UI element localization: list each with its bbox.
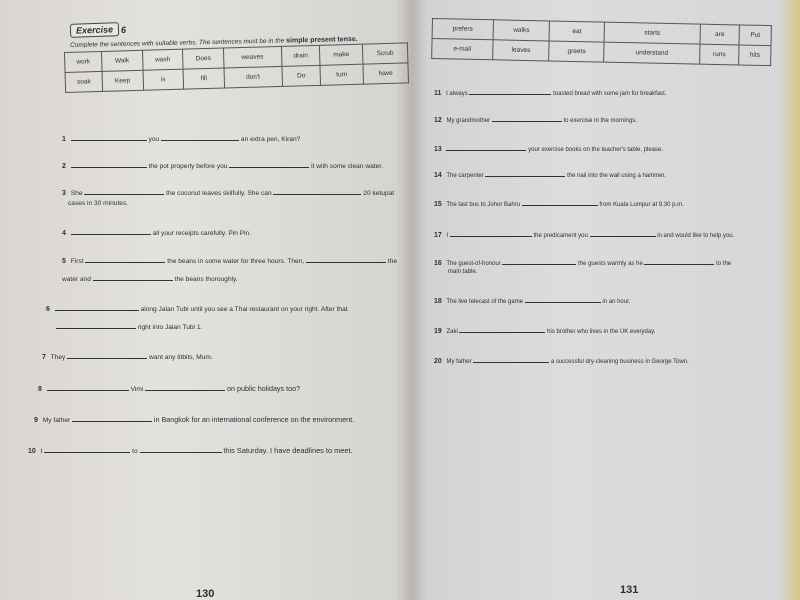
item-text: on public holidays too? — [226, 384, 301, 393]
item-text: your exercise books on the teacher's table, please. — [528, 147, 664, 153]
answer-blank[interactable] — [71, 161, 147, 168]
word-cell: don't — [224, 66, 282, 88]
item-text: you — [148, 136, 160, 143]
exercise-item-12 — [434, 115, 637, 124]
word-cell: runs — [700, 44, 739, 65]
item-text: a successful dry-cleaning business in George Town. — [550, 359, 689, 365]
item-text: right into Jalan Tubi 1. — [137, 324, 203, 331]
word-cell: Scrub — [362, 43, 408, 64]
word-cell: is — [143, 69, 184, 90]
word-cell: Does — [183, 48, 224, 69]
item-text: the beans thoroughly. — [174, 276, 238, 283]
item-text: They — [50, 354, 66, 361]
item-number: 3 — [62, 190, 66, 197]
item-text: cases in 30 minutes. — [68, 200, 129, 207]
item-number: 9 — [34, 417, 38, 424]
item-number: 13 — [434, 146, 442, 153]
answer-blank[interactable] — [273, 188, 361, 195]
item-number: 18 — [434, 298, 442, 305]
word-cell: walks — [493, 20, 550, 41]
exercise-item-5 — [62, 256, 397, 283]
item-text: I always — [446, 91, 468, 97]
item-text: the coconut leaves skilfully. She can — [166, 190, 272, 197]
item-number: 17 — [434, 232, 442, 239]
item-text: to the — [716, 261, 732, 267]
answer-blank[interactable] — [485, 170, 565, 177]
answer-blank[interactable] — [502, 258, 576, 265]
word-cell: e-mail — [432, 39, 493, 60]
word-cell: eat — [549, 21, 604, 42]
item-line-2 — [56, 322, 348, 331]
exercise-item-6 — [46, 304, 348, 331]
answer-blank[interactable] — [93, 274, 173, 281]
item-text: Vimi — [130, 386, 144, 393]
exercise-item-7 — [42, 352, 213, 361]
exercise-number: 6 — [121, 25, 127, 35]
answer-blank[interactable] — [590, 230, 656, 237]
instructions-bold: simple present tense. — [286, 35, 358, 45]
exercise-item-11 — [434, 88, 667, 97]
answer-blank[interactable] — [522, 199, 598, 206]
answer-blank[interactable] — [459, 326, 545, 333]
word-cell: weaves — [223, 46, 281, 68]
answer-blank[interactable] — [145, 384, 225, 391]
exercise-item-17 — [434, 230, 734, 239]
word-cell: turn — [320, 64, 363, 85]
word-cell: wash — [142, 49, 183, 70]
word-cell: make — [320, 44, 363, 65]
item-text: the pot properly before you — [148, 163, 228, 170]
item-number: 19 — [434, 328, 442, 335]
item-text: all your receipts carefully. Pin Pin. — [152, 230, 252, 237]
item-text: My father — [446, 359, 472, 365]
exercise-item-1 — [62, 134, 300, 143]
item-text: main table. — [448, 269, 478, 275]
item-text: My father — [42, 417, 71, 424]
item-number: 1 — [62, 136, 66, 143]
word-cell: starts — [604, 22, 700, 44]
item-text: I — [40, 448, 43, 455]
item-text: Zaki — [446, 329, 458, 335]
item-text: I — [446, 233, 449, 239]
word-cell: Do — [282, 65, 321, 86]
answer-blank[interactable] — [306, 256, 386, 263]
answer-blank[interactable] — [473, 356, 549, 363]
word-cell: greets — [549, 41, 604, 62]
exercise-item-8 — [38, 384, 300, 393]
item-text: in an hour. — [602, 299, 631, 305]
answer-blank[interactable] — [229, 161, 309, 168]
page-edge — [778, 0, 800, 600]
word-table — [431, 18, 772, 66]
answer-blank[interactable] — [84, 188, 164, 195]
item-number: 14 — [434, 172, 442, 179]
word-cell: hits — [739, 45, 771, 66]
answer-blank[interactable] — [47, 384, 129, 391]
instructions-text: Complete the sentences with suitable verbs. The sentences must be in the — [70, 37, 285, 49]
item-text: the beans in some water for three hours. Then, — [167, 258, 305, 265]
item-number: 4 — [62, 230, 66, 237]
exercise-item-3 — [62, 188, 394, 207]
item-text: toasted bread with some jam for breakfast. — [553, 91, 667, 97]
item-text: along Jalan Tubi until you see a Thai restaurant on your right. After that — [140, 306, 348, 313]
answer-blank[interactable] — [161, 134, 239, 141]
exercise-item-9 — [34, 415, 354, 424]
item-number: 5 — [62, 258, 66, 265]
item-number: 8 — [38, 386, 42, 393]
word-cell: Keep — [102, 70, 143, 91]
exercise-item-20 — [434, 356, 689, 365]
word-cell: fill — [183, 68, 224, 89]
word-cell: are — [700, 24, 739, 45]
item-text: it with some clean water. — [311, 163, 383, 170]
word-cell: understand — [604, 42, 700, 64]
item-text: in Bangkok for an international conference on the environment. — [153, 415, 355, 424]
item-text: The live telecast of the game — [446, 299, 524, 305]
page-number: 131 — [620, 584, 639, 596]
item-text: the predicament you — [533, 233, 588, 239]
exercise-item-4 — [62, 228, 251, 237]
answer-blank[interactable] — [469, 88, 551, 95]
word-cell: have — [363, 63, 409, 84]
item-text: want any titbits, Mum. — [148, 354, 213, 361]
answer-blank[interactable] — [492, 115, 562, 122]
item-text: The last bus to Johor Bahru — [446, 202, 521, 208]
item-text: this Saturday. I have deadlines to meet. — [223, 446, 353, 455]
exercise-item-13 — [434, 144, 663, 153]
word-table — [64, 42, 409, 93]
item-text: the nail into the wall using a hammer. — [567, 173, 666, 179]
answer-blank[interactable] — [55, 304, 139, 311]
page-number: 130 — [196, 588, 215, 600]
item-text: My grandmother — [446, 118, 491, 124]
exercise-item-10 — [28, 446, 353, 455]
item-number: 20 — [434, 358, 442, 365]
answer-blank[interactable] — [56, 322, 136, 329]
item-text: 20 ketupat — [363, 190, 395, 197]
answer-blank[interactable] — [450, 230, 532, 237]
item-text: the guests warmly as he — [578, 261, 643, 267]
right-page — [412, 0, 800, 600]
item-number: 6 — [46, 306, 50, 313]
exercise-item-16 — [434, 258, 731, 275]
answer-blank[interactable] — [71, 228, 151, 235]
exercise-item-18 — [434, 296, 630, 305]
item-number: 16 — [434, 260, 442, 267]
answer-blank[interactable] — [72, 415, 152, 422]
item-line-2 — [62, 274, 397, 283]
answer-blank[interactable] — [525, 296, 601, 303]
answer-blank[interactable] — [44, 446, 130, 453]
exercise-item-2 — [62, 161, 383, 170]
word-cell: work — [65, 51, 103, 72]
word-cell: soak — [65, 71, 103, 92]
item-number: 15 — [434, 201, 442, 208]
exercise-badge: Exercise — [70, 22, 120, 38]
answer-blank[interactable] — [644, 258, 714, 265]
exercise-item-15 — [434, 199, 684, 208]
answer-blank[interactable] — [85, 256, 165, 263]
item-text: water and — [62, 276, 91, 283]
word-cell: leaves — [492, 40, 549, 61]
exercise-item-14 — [434, 170, 666, 179]
item-number: 7 — [42, 354, 46, 361]
item-number: 12 — [434, 117, 442, 124]
item-text: in and would like to help you. — [657, 233, 735, 239]
item-number: 11 — [434, 90, 442, 97]
item-text: from Kuala Lumpur at 9.30 p.m. — [599, 202, 684, 208]
item-text: to exercise in the mornings. — [563, 118, 637, 124]
item-text: his brother who lives in the UK everyday. — [547, 329, 656, 335]
answer-blank[interactable] — [140, 446, 222, 453]
item-number: 2 — [62, 163, 66, 170]
item-text: The guest-of-honour — [446, 261, 501, 267]
item-text: She — [70, 190, 83, 197]
word-cell: prefers — [432, 19, 493, 40]
item-text: an extra pen, Kiran? — [240, 136, 301, 143]
word-cell: Put — [739, 25, 771, 46]
answer-blank[interactable] — [71, 134, 147, 141]
exercise-item-19 — [434, 326, 655, 335]
item-text: First — [70, 258, 84, 265]
answer-blank[interactable] — [67, 352, 147, 359]
item-text: The carpenter — [446, 173, 484, 179]
item-text: the — [387, 258, 398, 265]
item-text: to — [132, 448, 138, 455]
item-number: 10 — [28, 448, 36, 455]
answer-blank[interactable] — [446, 144, 526, 151]
word-cell: drain — [281, 45, 320, 66]
word-cell: Walk — [101, 50, 142, 71]
